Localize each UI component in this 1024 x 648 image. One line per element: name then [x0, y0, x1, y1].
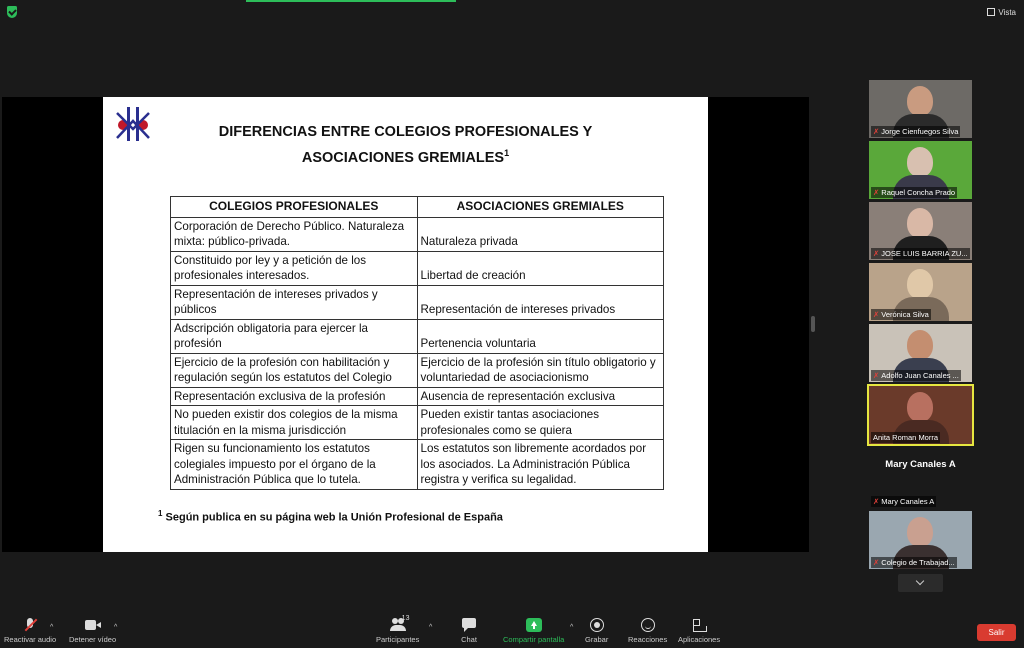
- share-screen-button[interactable]: [503, 618, 564, 644]
- participant-tile-active-speaker[interactable]: [869, 386, 972, 444]
- participants-icon: [390, 615, 410, 632]
- table-cell: Naturaleza privada: [417, 217, 664, 251]
- participant-name: Mary Canales A: [881, 497, 935, 506]
- table-row: [171, 440, 664, 490]
- presentation-slide: [103, 97, 708, 552]
- apps-label: Aplicaciones: [678, 635, 721, 644]
- table-cell: Rigen su funcionamiento los estatutos colegiales impuesto por el órgano de la Administración Pública que lo tutela.: [171, 440, 418, 490]
- grid-icon: [987, 8, 995, 16]
- participant-name: Adolfo Juan Canales ...: [881, 371, 959, 380]
- record-button[interactable]: [585, 618, 608, 644]
- view-label: Vista: [998, 7, 1016, 17]
- participant-name: Colegio de Trabajad...: [881, 558, 955, 567]
- comparison-table: [170, 196, 664, 490]
- table-row: [171, 285, 664, 319]
- view-button[interactable]: [987, 5, 1016, 19]
- participant-name-label: [871, 496, 936, 507]
- record-icon: [589, 618, 605, 632]
- muted-mic-icon: ✗: [873, 310, 880, 319]
- table-cell: Libertad de creación: [417, 251, 664, 285]
- participant-tile[interactable]: [869, 324, 972, 382]
- table-cell: Representación de intereses privados y públicos: [171, 285, 418, 319]
- table-cell: No pueden existir dos colegios de la misma titulación en la misma jurisdicción: [171, 406, 418, 440]
- record-label: Grabar: [585, 635, 609, 644]
- muted-mic-icon: ✗: [873, 497, 880, 506]
- audio-options-caret-icon[interactable]: ^: [50, 624, 54, 631]
- apps-icon: [691, 618, 707, 632]
- slide-title: [103, 122, 708, 169]
- column-header: ASOCIACIONES GREMIALES: [417, 197, 664, 218]
- stop-video-label: Detener vídeo: [69, 635, 117, 644]
- chat-button[interactable]: [461, 618, 477, 644]
- participant-name: Anita Roman Morra: [873, 433, 939, 442]
- table-cell: Representación de intereses privados: [417, 285, 664, 319]
- participant-video: [907, 86, 933, 116]
- muted-mic-icon: ✗: [873, 249, 880, 258]
- table-cell: Pueden existir tantas asociaciones profesionales como se quiera: [417, 406, 664, 440]
- participant-video: [907, 208, 933, 238]
- slide-title-line2: ASOCIACIONES GREMIALES: [301, 149, 505, 166]
- participants-options-caret-icon[interactable]: ^: [429, 624, 433, 631]
- gallery-scroll-down-button[interactable]: [898, 574, 943, 592]
- slide-footnote: [158, 509, 503, 524]
- table-cell: Representación exclusiva de la profesión: [171, 387, 418, 406]
- video-options-caret-icon[interactable]: ^: [114, 624, 118, 631]
- participant-display-name: Mary Canales A: [885, 459, 956, 470]
- participant-name-label: [871, 557, 957, 568]
- table-cell: Adscripción obligatoria para ejercer la profesión: [171, 319, 418, 353]
- participants-button[interactable]: [376, 615, 420, 644]
- chat-label: Chat: [461, 635, 477, 644]
- participant-video: [907, 147, 933, 177]
- table-row: [171, 319, 664, 353]
- microphone-muted-icon: [22, 618, 38, 632]
- table-header-row: [171, 197, 664, 218]
- leave-meeting-button[interactable]: Salir: [977, 624, 1016, 641]
- sharing-indicator: [246, 0, 456, 2]
- participant-name: JOSE LUIS BARRIA ZU...: [881, 249, 968, 258]
- footnote-text: Según publica en su página web la Unión Profesional de España: [165, 511, 503, 524]
- table-cell: Ejercicio de la profesión con habilitación y regulación según los estatutos del Colegio: [171, 353, 418, 387]
- participant-tile[interactable]: [869, 450, 972, 508]
- muted-mic-icon: ✗: [873, 558, 880, 567]
- participant-video: [907, 330, 933, 360]
- share-screen-icon: [526, 618, 542, 632]
- muted-mic-icon: ✗: [873, 188, 880, 197]
- unmute-audio-button[interactable]: [4, 618, 56, 644]
- share-screen-label: Compartir pantalla: [503, 635, 565, 644]
- participant-name: Raquel Concha Prado: [881, 188, 956, 197]
- participants-label: Participantes: [376, 635, 420, 644]
- table-cell: Corporación de Derecho Público. Naturaleza mixta: público-privada.: [171, 217, 418, 251]
- participant-name-label: [871, 432, 940, 443]
- participant-name: Jorge Cienfuegos Silva: [881, 127, 959, 136]
- participant-video: [907, 517, 933, 547]
- table-row: [171, 387, 664, 406]
- meeting-toolbar: [0, 614, 1024, 648]
- table-cell: Pertenencia voluntaria: [417, 319, 664, 353]
- split-drag-handle[interactable]: [811, 316, 815, 332]
- participant-tile[interactable]: [869, 263, 972, 321]
- muted-mic-icon: ✗: [873, 127, 880, 136]
- participant-name-label: [871, 248, 970, 259]
- chat-icon: [461, 618, 477, 632]
- title-footnote-mark: 1: [504, 148, 510, 158]
- participant-name-label: [871, 370, 961, 381]
- participant-tile[interactable]: [869, 80, 972, 138]
- participant-tile[interactable]: [869, 141, 972, 199]
- participant-tile[interactable]: [869, 202, 972, 260]
- table-cell: Constituido por ley y a petición de los profesionales interesados.: [171, 251, 418, 285]
- reactions-icon: [640, 618, 656, 632]
- participants-count: 13: [401, 615, 410, 622]
- participant-video: [907, 392, 933, 422]
- footnote-mark: 1: [158, 509, 163, 518]
- participant-name-label: [871, 126, 960, 137]
- table-row: [171, 406, 664, 440]
- participant-tile[interactable]: [869, 511, 972, 569]
- table-cell: Ausencia de representación exclusiva: [417, 387, 664, 406]
- top-bar: [0, 0, 1024, 26]
- apps-button[interactable]: [678, 618, 720, 644]
- table-cell: Los estatutos son libremente acordados por los asociados. La Administración Pública registra y verifica su legalidad.: [417, 440, 664, 490]
- stop-video-button[interactable]: [69, 618, 116, 644]
- participant-video: [907, 269, 933, 299]
- share-options-caret-icon[interactable]: ^: [570, 624, 574, 631]
- reactions-label: Reacciones: [628, 635, 668, 644]
- table-cell: Ejercicio de la profesión sin título obligatorio y voluntariedad de asociacionismo: [417, 353, 664, 387]
- table-row: [171, 353, 664, 387]
- table-row: [171, 217, 664, 251]
- table-row: [171, 251, 664, 285]
- participant-name-label: [871, 309, 931, 320]
- column-header: COLEGIOS PROFESIONALES: [171, 197, 418, 218]
- shield-icon[interactable]: [7, 6, 17, 18]
- video-camera-icon: [85, 618, 101, 632]
- reactions-button[interactable]: [628, 618, 667, 644]
- participant-name-label: [871, 187, 957, 198]
- muted-mic-icon: ✗: [873, 371, 880, 380]
- unmute-audio-label: Reactivar audio: [4, 635, 57, 644]
- slide-title-line1: DIFERENCIAS ENTRE COLEGIOS PROFESIONALES Y: [218, 124, 593, 140]
- participant-name: Verónica Silva: [881, 310, 929, 319]
